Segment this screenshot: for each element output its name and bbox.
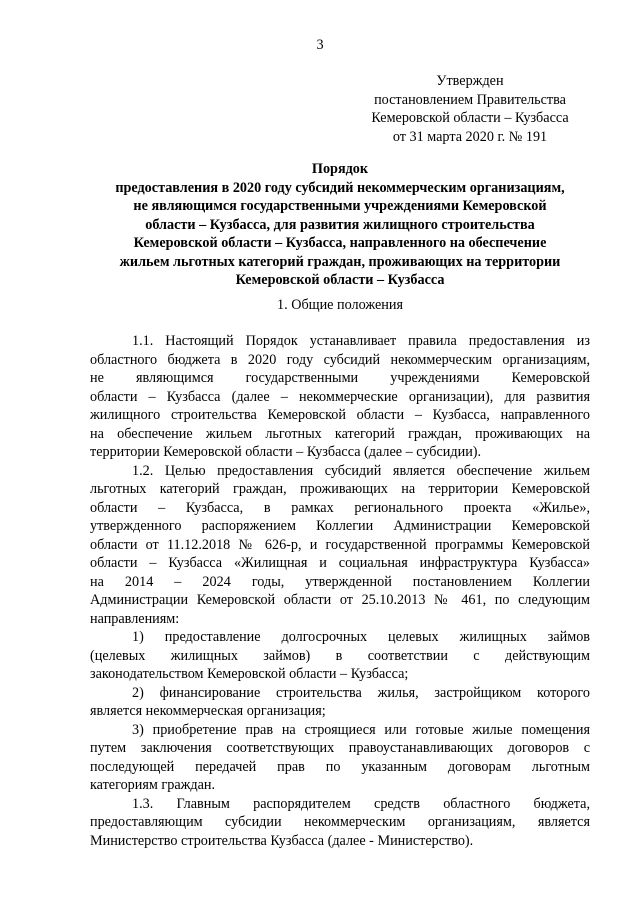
text-line: на 2014 – 2024 годы, утвержденной постановлением Коллегии <box>90 573 590 590</box>
text-line: путем заключения соответствующих правоустанавливающих договоров с <box>90 740 590 756</box>
text-line: 3) приобретение прав на строящиеся или готовые жилые помещения <box>132 721 590 738</box>
approval-line: Кемеровской области – Кузбасса <box>371 110 569 126</box>
body-text <box>90 332 590 850</box>
text-line: областного бюджета в 2020 году субсидий некоммерческим организациям, <box>90 351 590 368</box>
text-line: предоставляющим субсидии некоммерческим организациям, является <box>90 814 590 830</box>
title-line: области – Кузбасса, для развития жилищного строительства <box>145 216 535 233</box>
text-line: области – Кузбасса (далее – некоммерческие организации), для развития <box>90 388 590 405</box>
text-line: области – Кузбасса, в рамках регионального проекта «Жилье», <box>90 499 590 516</box>
text-line: утвержденного распоряжением Коллегии Администрации Кемеровской <box>90 518 590 534</box>
page-number: 3 <box>316 37 324 53</box>
list-item-2 <box>90 684 590 721</box>
text-line: направлениям: <box>90 610 180 627</box>
text-line: на обеспечение жильем льготных категорий граждан, проживающих на <box>90 425 590 442</box>
title-line: Кемеровской области – Кузбасса, направленного на обеспечение <box>133 235 547 251</box>
text-line: 1.2. Целью предоставления субсидий является обеспечение жильем <box>132 462 590 479</box>
text-line: является некоммерческая организация; <box>90 703 326 719</box>
paragraph-1-2 <box>90 462 590 629</box>
text-line: категориям граждан. <box>90 777 216 793</box>
approval-line: постановлением Правительства <box>374 91 566 108</box>
section-heading: 1. Общие положения <box>277 297 403 313</box>
text-line: 2) финансирование строительства жилья, застройщиком которого <box>132 684 590 701</box>
text-line: жилищного строительства Кемеровской области – Кузбасса, направленного <box>90 407 590 423</box>
text-line: (целевых жилищных займов) в соответствии с действующим <box>90 647 590 664</box>
paragraph-1-3 <box>90 795 590 851</box>
text-line: 1.3. Главным распорядителем средств областного бюджета, <box>132 795 590 812</box>
title-line: жильем льготных категорий граждан, проживающих на территории <box>119 253 561 270</box>
text-line: льготных категорий граждан, проживающих на территории Кемеровской <box>90 481 590 497</box>
text-line: последующей передачей прав по указанным договорам льготным <box>90 758 590 775</box>
text-line: не являющимся государственными учреждениями Кемеровской <box>90 370 590 386</box>
text-line: территории Кемеровской области – Кузбасса (далее – субсидии). <box>90 444 482 460</box>
text-line: 1.1. Настоящий Порядок устанавливает правила предоставления из <box>132 333 590 349</box>
list-item-1 <box>90 628 590 684</box>
document-title <box>90 160 590 290</box>
text-line: Администрации Кемеровской области от 25.10.2013 № 461, по следующим <box>90 592 590 608</box>
text-line: 1) предоставление долгосрочных целевых жилищных займов <box>132 629 590 645</box>
approval-line: от 31 марта 2020 г. № 191 <box>392 128 548 145</box>
title-line: предоставления в 2020 году субсидий некоммерческим организациям, <box>115 179 565 196</box>
text-line: Министерство строительства Кузбасса (далее - Министерство). <box>90 832 474 849</box>
text-line: законодательством Кемеровской области – Кузбасса; <box>90 666 409 682</box>
title-line: не являющимся государственными учреждениями Кемеровской <box>133 198 547 214</box>
paragraph-1-1 <box>90 332 590 462</box>
title-line: Порядок <box>311 161 369 177</box>
approval-line: Утвержден <box>436 73 504 89</box>
text-line: области от 11.12.2018 № 626-р, и государственной программы Кемеровской <box>90 536 590 553</box>
approval-stamp-block <box>352 72 588 146</box>
title-line: Кемеровской области – Кузбасса <box>235 272 445 288</box>
list-item-3 <box>90 721 590 795</box>
text-line: области – Кузбасса «Жилищная и социальная инфраструктура Кузбасса» <box>90 555 590 571</box>
